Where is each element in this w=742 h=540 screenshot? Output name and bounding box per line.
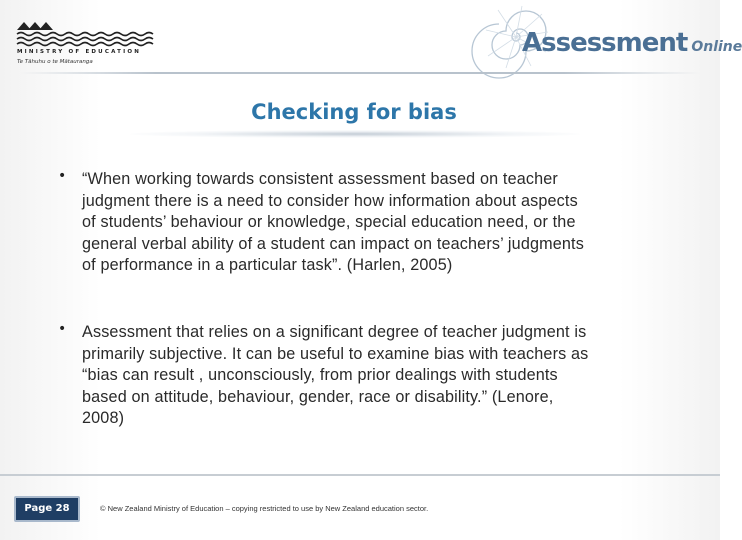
- ministry-name: MINISTRY OF EDUCATION: [17, 49, 141, 55]
- bullet-text-harlen: “When working towards consistent assessment based on teacher judgment there is a need to consider how information about aspects of students’ behaviour or knowledge, special education need, or the general verbal ability of a student can impact on teachers’ judgments of performance in a particular task”. (Harlen, 2005): [82, 170, 584, 274]
- logo-sub: Online: [691, 39, 742, 55]
- assessment-online-logo: [522, 28, 742, 58]
- page-number-badge: Page 28: [14, 496, 80, 522]
- bullet-marker: •: [58, 321, 67, 337]
- ministry-logo: [15, 18, 165, 70]
- ministry-mark-icon: [15, 18, 165, 48]
- header-divider: [20, 72, 700, 74]
- logo-word: Assessment: [522, 28, 688, 58]
- slide-title: Checking for bias: [251, 100, 457, 124]
- footer-divider: [0, 474, 720, 476]
- title-underline: [130, 130, 580, 138]
- bullet-text-lenore: Assessment that relies on a significant degree of teacher judgment is primarily subjective. It can be useful to examine bias with teachers as “bias can result , unconsciously, from prior dealings with students based on attitude, behaviour, gender, race or disability.” (Lenore, 2008): [82, 323, 589, 427]
- bullet-marker: •: [58, 168, 67, 184]
- copyright-notice: © New Zealand Ministry of Education – copying restricted to use by New Zealand education sector.: [100, 504, 429, 513]
- ministry-maori-name: Te Tāhuhu o te Mātauranga: [17, 59, 93, 65]
